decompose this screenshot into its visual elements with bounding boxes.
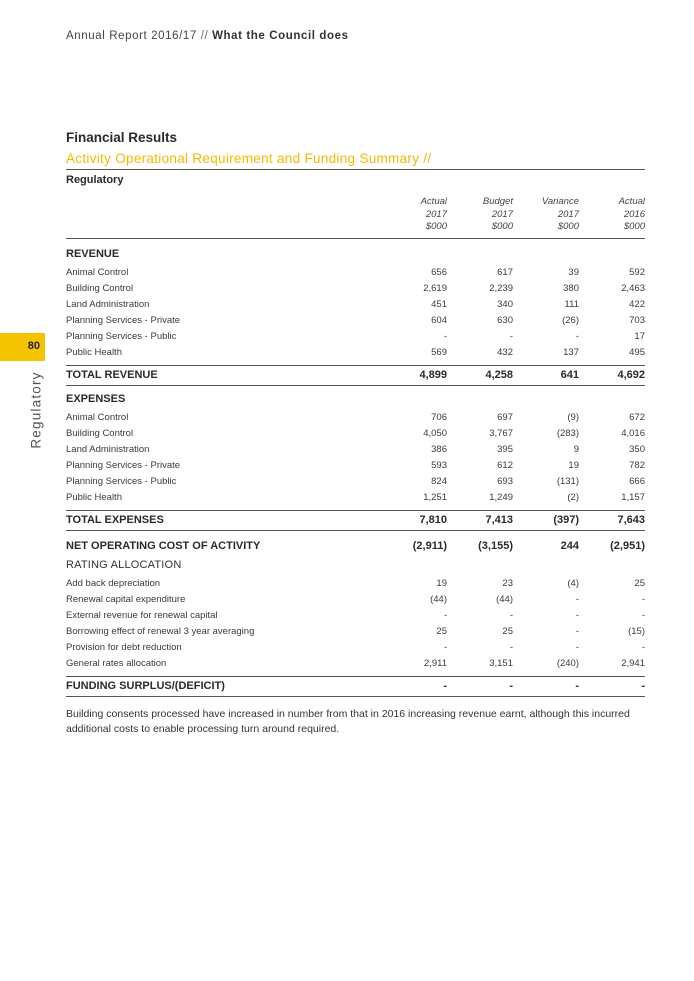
total-revenue-row: TOTAL REVENUE 4,899 4,258 641 4,692 — [66, 365, 645, 386]
table-row: General rates allocation 2,911 3,151 (240) 2,941 — [66, 658, 645, 669]
page-number-tab — [0, 333, 45, 361]
table-row: Planning Services - Public - - - 17 — [66, 331, 645, 342]
report-title: Annual Report 2016/17 — [66, 30, 197, 42]
table-row: Animal Control 656 617 39 592 — [66, 267, 645, 278]
table-row: Planning Services - Private 604 630 (26) 703 — [66, 315, 645, 326]
column-headers — [66, 196, 645, 239]
financial-summary — [66, 130, 645, 737]
group-heading: Regulatory — [66, 174, 124, 186]
table-row: External revenue for renewal capital - - - - — [66, 610, 645, 621]
table-row: Add back depreciation 19 23 (4) 25 — [66, 578, 645, 589]
table-row: Public Health 569 432 137 495 — [66, 347, 645, 358]
table-row: Provision for debt reduction - - - - — [66, 642, 645, 653]
net-operating-cost-row: NET OPERATING COST OF ACTIVITY (2,911) (3,155) 244 (2,951) — [66, 539, 645, 552]
column-header-actual-2016: Actual 2016 $000 — [618, 196, 645, 232]
column-header-variance-2017: Variance 2017 $000 — [541, 196, 579, 232]
header-separator: // — [200, 30, 209, 42]
side-section-label: Regulatory — [28, 371, 44, 449]
table-row: Borrowing effect of renewal 3 year averaging 25 25 - (15) — [66, 626, 645, 637]
page-number: 80 — [27, 340, 40, 352]
table-row: Public Health 1,251 1,249 (2) 1,157 — [66, 492, 645, 503]
expenses-heading: EXPENSES — [66, 393, 126, 405]
table-row: Land Administration 386 395 9 350 — [66, 444, 645, 455]
table-row: Building Control 4,050 3,767 (283) 4,016 — [66, 428, 645, 439]
running-header — [66, 30, 349, 42]
section-title: What the Council does — [212, 30, 349, 42]
financial-results-heading: Financial Results — [66, 130, 178, 145]
summary-heading: Activity Operational Requirement and Funding Summary // — [66, 151, 645, 170]
table-row: Planning Services - Private 593 612 19 782 — [66, 460, 645, 471]
column-header-budget-2017: Budget 2017 $000 — [482, 196, 513, 232]
table-row: Building Control 2,619 2,239 380 2,463 — [66, 283, 645, 294]
table-row: Planning Services - Public 824 693 (131) 666 — [66, 476, 645, 487]
revenue-heading: REVENUE — [66, 248, 120, 260]
funding-surplus-row: FUNDING SURPLUS/(DEFICIT) - - - - — [66, 676, 645, 697]
table-row: Renewal capital expenditure (44) (44) - - — [66, 594, 645, 605]
commentary-note: Building consents processed have increased in number from that in 2016 increasing revenue earnt, although this incurred additional costs to enable processing turn around required. — [66, 707, 630, 735]
table-row: Animal Control 706 697 (9) 672 — [66, 412, 645, 423]
rating-allocation-heading: RATING ALLOCATION — [66, 559, 182, 571]
total-expenses-row: TOTAL EXPENSES 7,810 7,413 (397) 7,643 — [66, 510, 645, 531]
table-row: Land Administration 451 340 111 422 — [66, 299, 645, 310]
column-header-actual-2017: Actual 2017 $000 — [420, 196, 447, 232]
